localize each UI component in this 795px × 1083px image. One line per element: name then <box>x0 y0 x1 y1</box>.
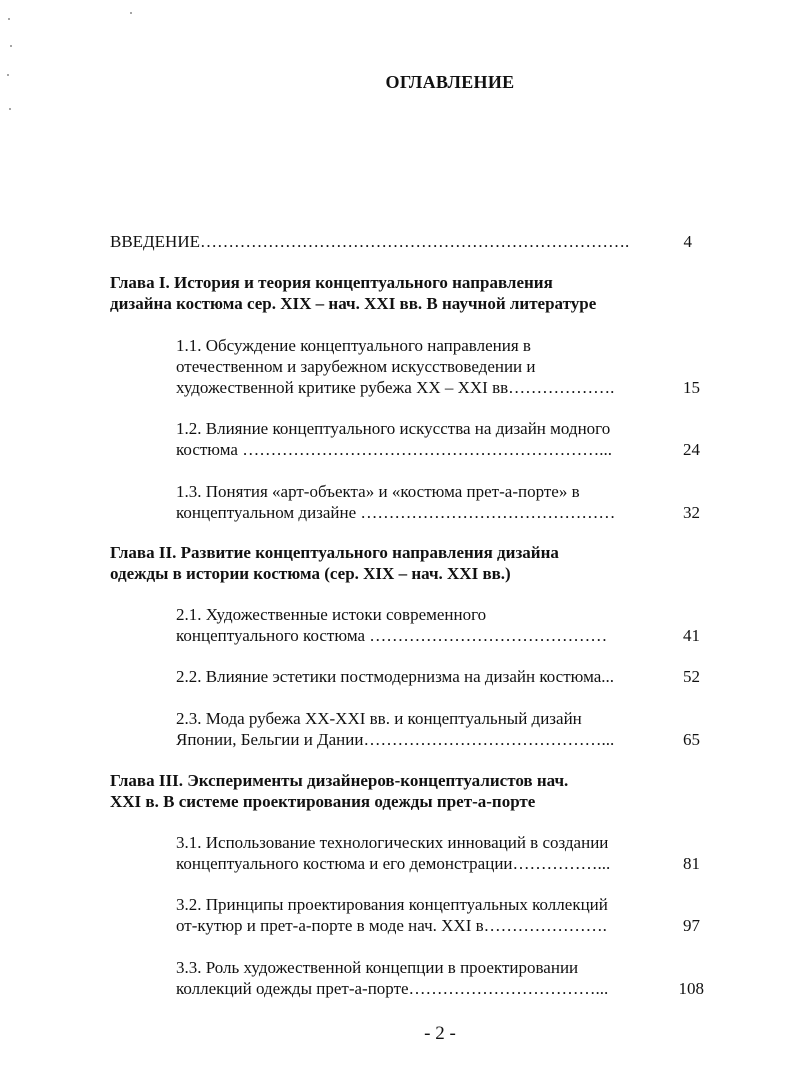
toc-entry: 2.1. Художественные истоки современного <box>176 605 487 624</box>
chapter-heading: XXI в. В системе проектирования одежды прет-а-порте <box>110 792 536 811</box>
toc-entry: концептуального костюма и его демонстрации……………... <box>176 854 611 873</box>
toc-entry: отечественном и зарубежном искусствоведении и <box>176 357 536 376</box>
chapter-heading: дизайна костюма сер. XIX – нач. XXI вв. В научной литературе <box>110 294 597 313</box>
chapter-heading: Глава I. История и теория концептуального направления <box>110 273 553 292</box>
toc-entry: 1.2. Влияние концептуального искусства на дизайн модного <box>176 419 611 438</box>
toc-entry: 2.2. Влияние эстетики постмодернизма на дизайн костюма... <box>176 667 615 686</box>
scan-speck <box>10 45 12 47</box>
toc-page-number: 65 <box>683 730 700 749</box>
toc-page-number: 4 <box>683 232 692 251</box>
chapter-heading: Глава II. Развитие концептуального направления дизайна <box>110 543 559 562</box>
toc-page-number: 41 <box>683 626 700 645</box>
toc-entry: Японии, Бельгии и Дании……………………………………... <box>176 730 615 749</box>
toc-page-number: 52 <box>683 667 700 686</box>
toc-page-number: 108 <box>678 979 704 998</box>
toc-entry-intro: ВВЕДЕНИЕ…………………………………………………………………. <box>110 232 630 251</box>
toc-entry: художественной критике рубежа XX – XXI вв………………. <box>176 378 615 397</box>
toc-page-number: 32 <box>683 503 700 522</box>
toc-entry: костюма ………………………………………………………... <box>176 440 612 459</box>
toc-entry: 3.2. Принципы проектирования концептуальных коллекций <box>176 895 608 914</box>
toc-page-number: 97 <box>683 916 700 935</box>
page-number: - 2 - <box>424 1023 456 1044</box>
toc-entry: 1.1. Обсуждение концептуального направления в <box>176 336 531 355</box>
toc-entry: 2.3. Мода рубежа XX-XXI вв. и концептуальный дизайн <box>176 709 582 728</box>
scan-speck <box>130 12 132 14</box>
toc-entry: концептуального костюма …………………………………… <box>176 626 608 645</box>
toc-entry: 3.3. Роль художественной концепции в проектировании <box>176 958 579 977</box>
toc-entry: 1.3. Понятия «арт-объекта» и «костюма прет-а-порте» в <box>176 482 580 501</box>
toc-entry: концептуальном дизайне ……………………………………… <box>176 503 616 522</box>
chapter-heading: Глава III. Эксперименты дизайнеров-концептуалистов нач. <box>110 771 569 790</box>
scan-speck <box>9 108 11 110</box>
toc-page-number: 24 <box>683 440 700 459</box>
page-title: ОГЛАВЛЕНИЕ <box>385 72 515 92</box>
toc-entry: 3.1. Использование технологических инноваций в создании <box>176 833 609 852</box>
toc-entry: коллекций одежды прет-а-порте……………………………... <box>176 979 609 998</box>
toc-page-number: 81 <box>683 854 700 873</box>
toc-entry: от-кутюр и прет-а-порте в моде нач. XXI в…………………. <box>176 916 607 935</box>
scan-speck <box>8 18 10 20</box>
chapter-heading: одежды в истории костюма (сер. XIX – нач. XXI вв.) <box>110 564 511 583</box>
toc-page-number: 15 <box>683 378 700 397</box>
